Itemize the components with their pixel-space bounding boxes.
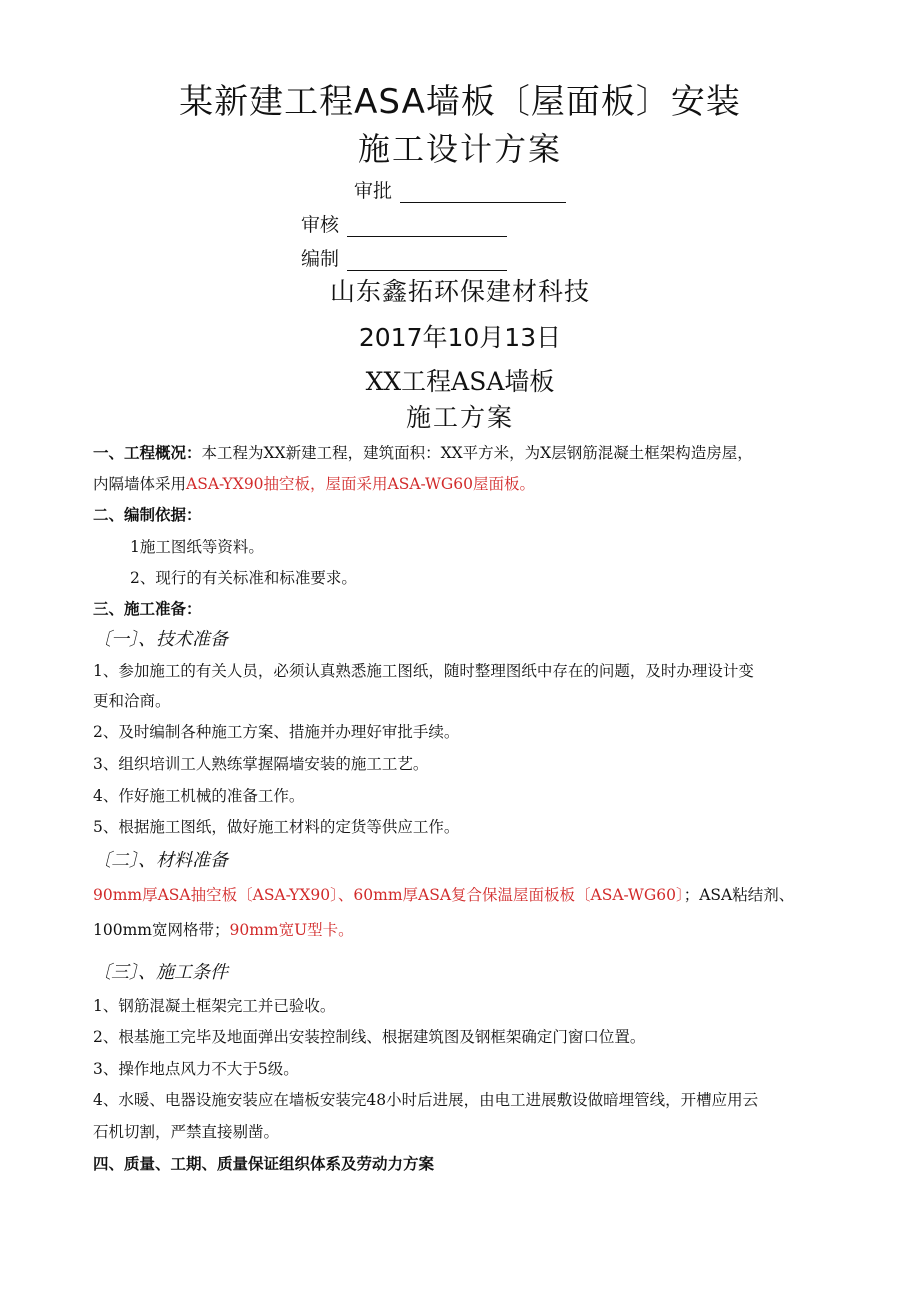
highlighted-text: ASA-YX90抽空板，屋面采用ASA-WG60屋面板。 bbox=[186, 475, 535, 493]
section-heading: 三、施工准备： bbox=[93, 599, 202, 618]
section-heading: 二、编制依据： bbox=[93, 505, 202, 524]
list-item: 石机切割，严禁直接剔凿。 bbox=[93, 1123, 280, 1141]
list-item: 1、钢筋混凝土框架完工并已验收。 bbox=[93, 997, 336, 1015]
approve-label: 审批 bbox=[354, 180, 393, 202]
approve-signature-row bbox=[354, 176, 566, 203]
list-item: 2、及时编制各种施工方案、措施并办理好审批手续。 bbox=[93, 723, 460, 741]
compile-label: 编制 bbox=[301, 248, 340, 270]
materials-line2 bbox=[93, 918, 354, 940]
review-label: 审核 bbox=[301, 214, 340, 236]
materials-line1 bbox=[93, 883, 794, 905]
list-item: 5、根据施工图纸，做好施工材料的定货等供应工作。 bbox=[93, 818, 460, 836]
compile-signature-row bbox=[301, 244, 507, 271]
section-overview-line2 bbox=[93, 472, 535, 494]
document-date: 2017年10月13日 bbox=[358, 323, 562, 352]
list-item: 2、根基施工完毕及地面弹出安装控制线、根据建筑图及钢框架确定门窗口位置。 bbox=[93, 1028, 646, 1046]
list-item: 3、组织培训工人熟练掌握隔墙安装的施工工艺。 bbox=[93, 755, 429, 773]
paragraph-text: 内隔墙体采用 bbox=[93, 475, 187, 493]
highlighted-text: 90mm厚ASA抽空板〔ASA-YX90〕、60mm厚ASA复合保温屋面板板〔ASA-WG60〕 bbox=[93, 886, 684, 904]
subsection-heading: 〔二〕、材料准备 bbox=[93, 850, 228, 871]
section-overview bbox=[93, 441, 753, 463]
subtitle-line2: 施工方案 bbox=[405, 403, 514, 432]
document-title-line1: 某新建工程ASA墙板〔屋面板〕安装 bbox=[179, 82, 741, 122]
approve-signature-line bbox=[400, 184, 566, 203]
highlighted-text: 90mm宽U型卡。 bbox=[229, 921, 354, 939]
list-item: 2、现行的有关标准和标准要求。 bbox=[130, 569, 357, 587]
list-item: 1、参加施工的有关人员，必须认真熟悉施工图纸，随时整理图纸中存在的问题，及时办理设计变 bbox=[93, 662, 754, 680]
list-item: 更和洽商。 bbox=[93, 692, 171, 710]
paragraph-text: ；ASA粘结剂、 bbox=[683, 886, 795, 904]
subsection-heading: 〔三〕、施工条件 bbox=[93, 962, 228, 983]
paragraph-text: 本工程为XX新建工程，建筑面积：XX平方米，为X层钢筋混凝土框架构造房屋， bbox=[201, 444, 753, 462]
list-item: 1施工图纸等资料。 bbox=[130, 538, 264, 556]
list-item: 3、操作地点风力不大于5级。 bbox=[93, 1060, 299, 1078]
paragraph-text: 100mm宽网格带； bbox=[93, 921, 230, 939]
review-signature-line bbox=[347, 218, 507, 237]
subtitle-line1: XX工程ASA墙板 bbox=[365, 367, 555, 396]
compile-signature-line bbox=[347, 252, 507, 271]
document-title-line2: 施工设计方案 bbox=[357, 130, 562, 168]
company-name: 山东鑫拓环保建材科技 bbox=[329, 277, 590, 306]
list-item: 4、作好施工机械的准备工作。 bbox=[93, 787, 305, 805]
section-heading: 四、质量、工期、质量保证组织体系及劳动力方案 bbox=[93, 1154, 435, 1173]
subsection-heading: 〔一〕、技术准备 bbox=[93, 629, 228, 650]
section-heading: 一、工程概况： bbox=[93, 443, 202, 462]
review-signature-row bbox=[301, 210, 507, 237]
list-item: 4、水暖、电器设施安装应在墙板安装完48小时后进展，由电工进展敷设做暗埋管线，开槽应用云 bbox=[93, 1091, 759, 1109]
